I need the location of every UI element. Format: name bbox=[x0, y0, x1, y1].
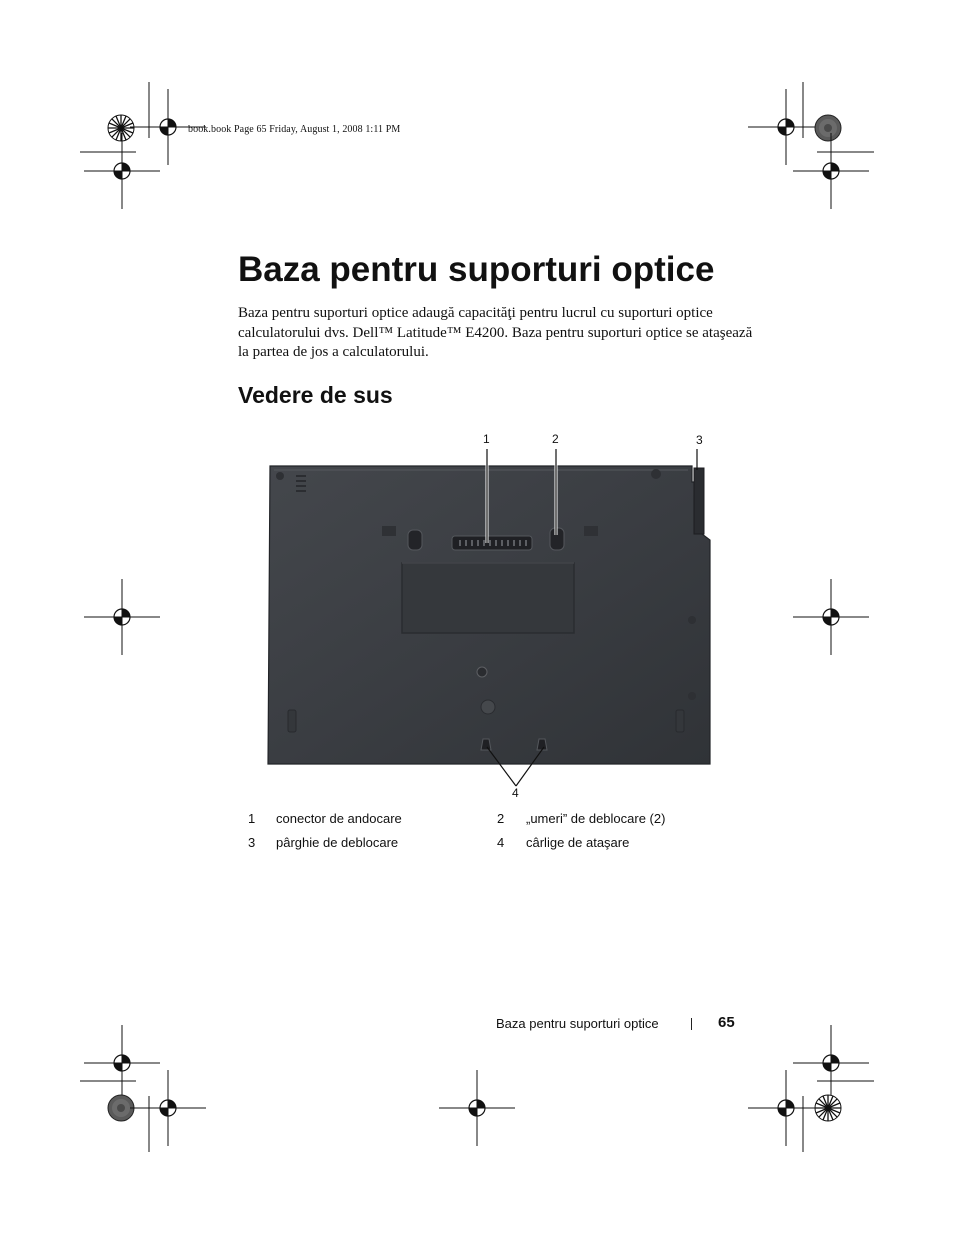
legend-label: cârlige de ataşare bbox=[526, 835, 630, 850]
callout-label: 3 bbox=[696, 433, 703, 447]
callout-label: 4 bbox=[512, 786, 519, 800]
legend-number: 3 bbox=[248, 835, 256, 850]
legend-label: „umeri” de deblocare (2) bbox=[526, 811, 666, 826]
page-title: Baza pentru suporturi optice bbox=[238, 250, 715, 289]
legend-row bbox=[238, 835, 738, 859]
legend-number: 4 bbox=[497, 835, 505, 850]
legend-number: 2 bbox=[497, 811, 505, 826]
legend-number: 1 bbox=[248, 811, 256, 826]
callout-label: 1 bbox=[483, 432, 490, 446]
legend-label: conector de andocare bbox=[276, 811, 402, 826]
footer-divider bbox=[691, 1018, 692, 1030]
footer-section-title: Baza pentru suporturi optice bbox=[496, 1016, 659, 1031]
callout-legend bbox=[238, 811, 738, 859]
section-title: Vedere de sus bbox=[238, 382, 393, 408]
intro-paragraph: Baza pentru suporturi optice adaugă capacităţi pentru lucrul cu suporturi optice calculatorului dvs. Dell™ Latitude™ E4200. Baza pentru suporturi optice se ataşează la partea de jos a calculatorului. bbox=[238, 305, 753, 360]
print-header: book.book Page 65 Friday, August 1, 2008 1:11 PM bbox=[188, 124, 401, 135]
page-number: 65 bbox=[718, 1014, 735, 1031]
legend-label: pârghie de deblocare bbox=[276, 835, 399, 850]
callout-label: 2 bbox=[552, 432, 559, 446]
legend-row bbox=[238, 811, 738, 835]
